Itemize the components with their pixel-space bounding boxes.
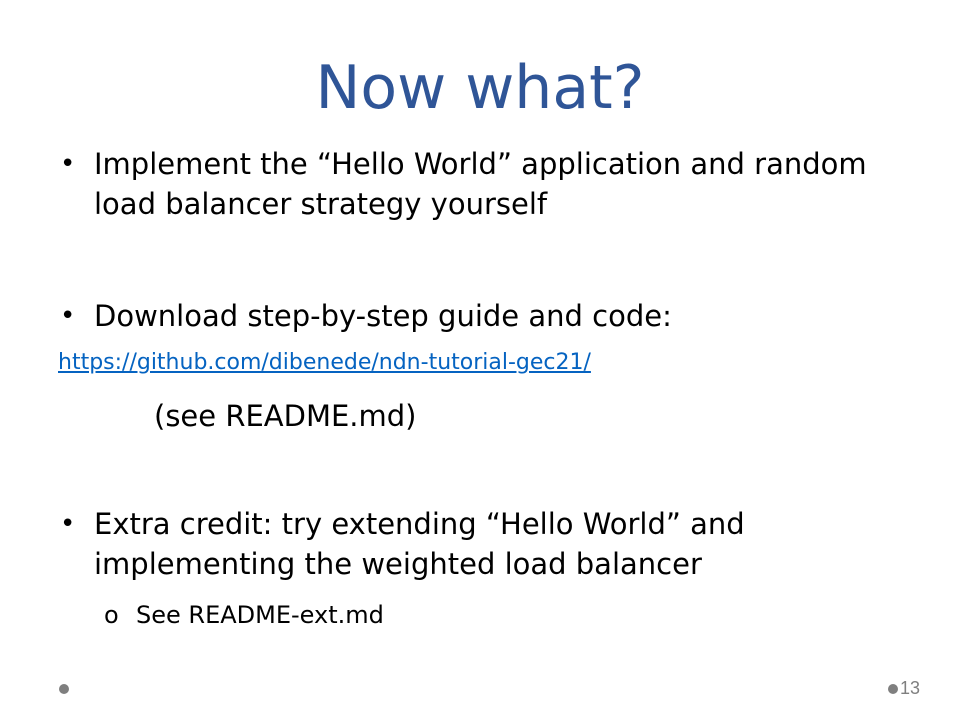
- sub-bullet-text: See README-ext.md: [136, 601, 384, 629]
- sub-bullet-marker: o: [104, 601, 119, 629]
- page-number: 13: [900, 678, 921, 698]
- readme-note: (see README.md): [154, 399, 417, 433]
- footer-dot-icon: [888, 684, 898, 694]
- bullet-marker: •: [60, 149, 76, 179]
- github-link[interactable]: https://github.com/dibenede/ndn-tutorial-gec21/: [58, 350, 591, 375]
- bullet-marker: •: [60, 509, 76, 539]
- sub-bullet-item: [104, 598, 384, 632]
- bullet-text: Implement the “Hello World” application and random load balancer strategy yourself: [94, 147, 867, 221]
- footer-dot-icon: [59, 684, 69, 694]
- bullet-text: Download step-by-step guide and code:: [94, 299, 672, 333]
- slide-title: Now what?: [315, 53, 645, 123]
- bullet-marker: •: [60, 301, 76, 331]
- bullet-text: Extra credit: try extending “Hello World” and implementing the weighted load balancer: [94, 507, 745, 581]
